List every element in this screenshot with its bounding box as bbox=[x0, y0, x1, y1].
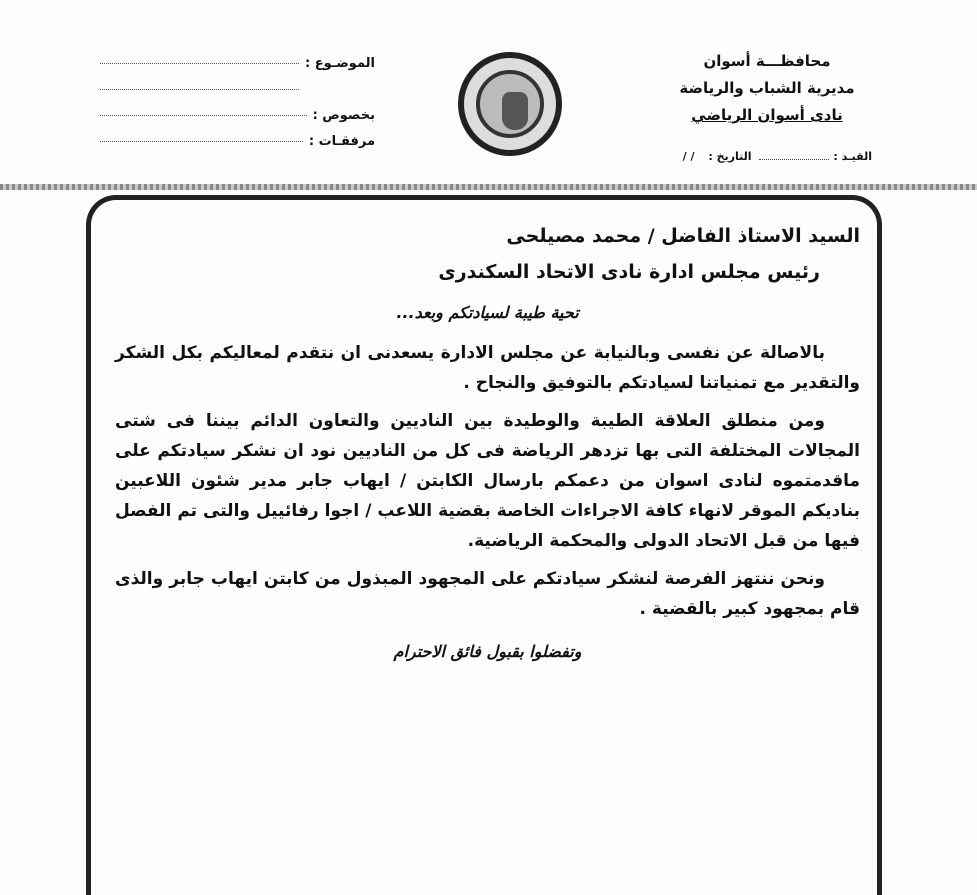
attachments-dots bbox=[100, 141, 303, 142]
subject-dots-2 bbox=[100, 89, 299, 90]
letter-body bbox=[115, 225, 860, 661]
recipient-title: رئيس مجلس ادارة نادى الاتحاد السكندرى bbox=[438, 261, 820, 283]
subject-dots bbox=[100, 63, 299, 64]
recipient: السيد الاستاذ الفاضل / محمد مصيلحى bbox=[506, 225, 860, 247]
club-name: نادى أسوان الرياضي bbox=[691, 106, 843, 124]
club-logo bbox=[458, 52, 562, 156]
paragraph: ومن منطلق العلاقة الطيبة والوطيدة بين الناديين والتعاون الدائم بيننا فى شتى المجالات المختلفة التى بها تزدهر الرياضة فى كل من الناديين نود ان نشكر سيادتكم على ماقدمتموه لنادى اسوان من دعمكم بارسال الكابتن / ايهاب جابر مدير شئون اللاعبين بناديكم الموقر لانهاء كافة الاجراءات الخاصة بقضية اللاعب / اجوا رفائييل والتى تم الفصل فيها من قبل الاتحاد الدولى والمحكمة الرياضية. bbox=[115, 411, 860, 551]
header-divider bbox=[0, 184, 977, 190]
date-label: التاريخ : bbox=[708, 150, 752, 163]
paragraph: ونحن ننتهز الفرصة لنشكر سيادتكم على المجهود المبذول من كابتن ايهاب جابر والذى قام بمجهود كبير بالقضية . bbox=[115, 569, 860, 619]
regarding-dots bbox=[100, 115, 307, 116]
ref-dots bbox=[759, 159, 829, 160]
directorate-name: مديرية الشباب والرياضة bbox=[679, 79, 855, 97]
greeting: تحية طيبة لسيادتكم وبعد... bbox=[396, 303, 579, 322]
letter-fields bbox=[100, 50, 375, 154]
ref-label: القيـد : bbox=[833, 150, 872, 163]
attachments-label: مرفقـات : bbox=[308, 133, 375, 149]
regarding-label: بخصوص : bbox=[312, 107, 375, 123]
subject-label: الموضـوع : bbox=[305, 55, 375, 71]
reference-line bbox=[683, 150, 872, 163]
date-value: / / bbox=[682, 150, 695, 163]
governorate-name: محافظـــة أسوان bbox=[703, 52, 831, 70]
letterhead bbox=[647, 48, 887, 129]
paragraph: بالاصالة عن نفسى وبالنيابة عن مجلس الادارة يسعدنى ان نتقدم لمعاليكم بكل الشكر والتقدير مع تمنياتنا لسيادتكم بالتوفيق والنجاح . bbox=[115, 343, 860, 393]
closing: وتفضلوا بقبول فائق الاحترام bbox=[393, 642, 582, 661]
